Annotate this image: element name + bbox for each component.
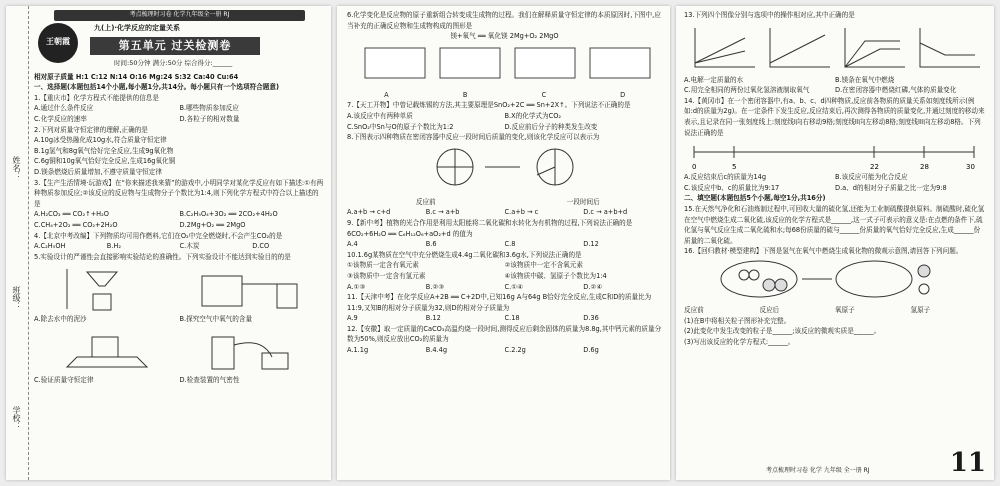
question-2: 2.下列对质量守恒定律的理解,正确的是 bbox=[34, 125, 148, 134]
label-after: 反应后 bbox=[759, 305, 780, 314]
after-label: 一段时间后 bbox=[566, 197, 600, 206]
name-label: 姓名： bbox=[12, 156, 21, 180]
tick-label: 5 bbox=[732, 163, 737, 172]
q9-equation: 6CO₂+6H₂O ══ C₆H₁₂O₆+aO₂+d 的值为 bbox=[347, 229, 473, 238]
tick-label: 30 bbox=[966, 163, 975, 172]
option: D.36 bbox=[583, 314, 599, 323]
q10-statements bbox=[347, 260, 662, 281]
q3-options bbox=[34, 209, 325, 230]
option: D bbox=[620, 90, 626, 99]
q16-labels bbox=[684, 305, 986, 316]
option: D.镁条燃烧后质量增加,不遵守质量守恒定律 bbox=[34, 167, 162, 176]
brand-logo: 王朝霞 bbox=[38, 23, 78, 63]
q14-options bbox=[684, 172, 986, 193]
q6-options bbox=[347, 90, 662, 101]
label-o: 氧原子 bbox=[835, 305, 855, 314]
q5-figures bbox=[34, 264, 325, 312]
option: A bbox=[384, 90, 389, 99]
q8-figure bbox=[347, 145, 662, 195]
question-15: 15.在天然气净化和石油炼制过程中,可回收大量的硫化氢,还能为工业制硫酸提供原料。制硫酸时,硫化氢在空气中燃烧生成二氧化硫,该反应的化学方程式是______,这一式子可表示的意义是:在点燃的条件下,硫化氢与氧气反应生成二氧化硫和水;每68份质量的硫与______份质量的氧气恰好完全反应,生成______份质量的二氧化硫。 bbox=[684, 204, 985, 245]
q8-pie-charts bbox=[415, 145, 595, 195]
option: B.②③ bbox=[425, 282, 445, 291]
unit-title: 第五单元 过关检测卷 bbox=[90, 37, 260, 55]
q8-fig-labels bbox=[347, 197, 662, 208]
option: C.8 bbox=[504, 240, 516, 249]
option: B.6 bbox=[425, 240, 437, 249]
label-h: 氢原子 bbox=[910, 305, 931, 314]
option: D.在密闭容器中燃烧红磷,气体的质量变化 bbox=[835, 86, 957, 95]
option: B.X的化学式为CO₂ bbox=[504, 111, 562, 120]
option: B.H₂ bbox=[106, 242, 121, 251]
label-before: 反应前 bbox=[684, 305, 704, 314]
q16-sub-1: (1)在B中将相关粒子图形补充完整。 bbox=[684, 316, 791, 325]
q5-options-cd bbox=[34, 375, 325, 386]
page-left bbox=[6, 6, 331, 480]
scale-line bbox=[684, 138, 984, 172]
option: A.除去水中的泥沙 bbox=[34, 315, 87, 324]
filtration-figure bbox=[47, 264, 167, 312]
mass-conservation-figure bbox=[47, 327, 167, 373]
before-label: 反应前 bbox=[415, 197, 436, 206]
class-label: 班级： bbox=[12, 286, 21, 310]
option: C.用完全相同的两份过氧化氢溶液制取氧气 bbox=[684, 86, 810, 95]
top-banner: 考点梳理时习卷 化学九年级全一册 RJ bbox=[54, 10, 305, 21]
option: D.2Mg+O₂ ══ 2MgO bbox=[179, 220, 246, 229]
option: B.c → a+b bbox=[425, 208, 460, 217]
option: C.a+b → c bbox=[504, 208, 539, 217]
option: C.木炭 bbox=[179, 242, 200, 251]
option: A.4 bbox=[347, 240, 358, 249]
q5-figures-2 bbox=[34, 327, 325, 373]
q10-options bbox=[347, 282, 662, 293]
option: B.哪些物质参加反应 bbox=[179, 104, 239, 113]
option: D.各粒子的相对数量 bbox=[179, 114, 240, 123]
option: C.6g铜和10g氧气恰好完全反应,生成16g氧化铜 bbox=[34, 157, 176, 166]
option: C.①④ bbox=[504, 282, 524, 291]
option: A.H₂CO₃ ══ CO₂↑+H₂O bbox=[34, 210, 109, 219]
statement: ②该物质中一定不含氧元素 bbox=[504, 261, 583, 270]
option: A.1.1g bbox=[347, 346, 369, 355]
option: B.12 bbox=[425, 314, 441, 323]
question-6: 6.化学变化是反应物的原子重新组合转变成生成物的过程。我们在解释质量守恒定律的本质原因时,下图中,应当补充的正确反应物和生成物构成的图形是 bbox=[347, 11, 661, 30]
school-label: 学校： bbox=[12, 406, 21, 430]
question-16: 16.【回归教材·模型建构】下图是氢气在氧气中燃烧生成氧化物的微观示意图,请回答下列问题。 bbox=[684, 247, 963, 256]
option: D.c → a+b+d bbox=[583, 208, 628, 217]
option: A.反应结束后c的质量为14g bbox=[684, 173, 767, 182]
question-9: 9.【新中考】植物的光合作用是利用太阳能将二氧化碳和水转化为有机物的过程,下列说法正确的是 bbox=[347, 218, 633, 227]
question-12: 12.【安徽】取一定质量的CaCO₃高温灼烧一段时间,测得反应后剩余固体的质量为8.8g,其中钙元素的质量分数为50%,则反应放出CO₂的质量为 bbox=[347, 324, 662, 344]
airtightness-figure bbox=[192, 327, 312, 373]
option: B.C₂H₅O₄+3O₂ ══ 2CO₂+4H₂O bbox=[179, 210, 278, 219]
option: A.9 bbox=[347, 314, 358, 323]
tick-label: 28 bbox=[920, 163, 929, 172]
q16-sub-3: (3)写出该反应的化学方程式:______。 bbox=[684, 337, 795, 346]
option: D.反应前后分子的种类发生改变 bbox=[504, 122, 598, 131]
option: B.探究空气中氧气的含量 bbox=[179, 315, 253, 324]
title-block bbox=[34, 23, 325, 69]
option: A.C₂H₅OH bbox=[34, 242, 66, 251]
q8-options bbox=[347, 207, 662, 218]
option: B.镁条在氧气中燃烧 bbox=[835, 75, 895, 84]
q5-options-ab bbox=[34, 314, 325, 325]
option: C.验证质量守恒定律 bbox=[34, 375, 94, 384]
q14-scale bbox=[684, 138, 986, 172]
oxygen-content-figure bbox=[192, 264, 312, 312]
q13-options bbox=[684, 75, 986, 96]
option: D.CO bbox=[252, 242, 270, 251]
question-10: 10.1.6g某物质在空气中充分燃烧生成4.4g二氧化碳和3.6g水,下列说法正确的是 bbox=[347, 250, 582, 259]
option: B.该反应可能为化合反应 bbox=[835, 173, 908, 182]
q6-figures bbox=[347, 44, 662, 88]
molecule-diagram bbox=[714, 259, 944, 303]
option: C bbox=[541, 90, 547, 99]
atomic-masses: 相对原子质量 H:1 C:12 N:14 O:16 Mg:24 S:32 Ca:40 Cu:64 bbox=[34, 72, 239, 81]
page-right bbox=[676, 6, 994, 480]
q12-options bbox=[347, 345, 662, 356]
q9-options bbox=[347, 239, 662, 250]
q1-options bbox=[34, 103, 325, 124]
option: A.a+b → c+d bbox=[347, 208, 391, 217]
question-11: 11.【天津中考】在化学反应A+2B ══ C+2D中,已知16g A与64g B恰好完全反应,生成C和D的质量比为11:9,又知B的相对分子质量为32,则D的相对分子质量为 bbox=[347, 293, 652, 312]
option: A.该反应中有两种单质 bbox=[347, 111, 413, 120]
page-footer: 考点梳理时习卷 化学 九年级 全一册 RJ bbox=[766, 467, 870, 474]
question-8: 8.下图表示四种物质在密闭容器中反应一段时间后质量的变化,则该化学反应可以表示为 bbox=[347, 133, 600, 142]
option: C.18 bbox=[504, 314, 520, 323]
q6-equation: 镁+氧气 ══ 氧化镁 2Mg+O₂ 2MgO bbox=[450, 32, 559, 41]
question-7: 7.【天工开物】中曾记载炼锡的方法,其主要原理是SnO₂+2C ══ Sn+2X↑。下列说法不正确的是 bbox=[347, 101, 631, 110]
option: C.CH₄+2O₂ ══ CO₂+2H₂O bbox=[34, 220, 118, 229]
option: D.检查装置的气密性 bbox=[179, 375, 240, 384]
q4-options bbox=[34, 241, 325, 252]
option: D.12 bbox=[583, 240, 599, 249]
statement: ①该物质一定含有氧元素 bbox=[347, 261, 419, 270]
section-2-title: 二、填空题(本题包括5个小题,每空1分,共16分) bbox=[684, 194, 826, 203]
option: A.电解一定质量的水 bbox=[684, 75, 744, 84]
q6-option-boxes bbox=[355, 44, 655, 88]
option: B.4.4g bbox=[425, 346, 448, 355]
section-1-title: 一、选择题(本题包括14个小题,每小题1分,共14分。每小题只有一个选项符合题意) bbox=[34, 83, 279, 92]
question-13: 13.下列四个图像分别与选项中的操作相对应,其中正确的是 bbox=[684, 11, 855, 19]
page-middle bbox=[337, 6, 670, 480]
option: A.①③ bbox=[347, 282, 366, 291]
tick-label: 22 bbox=[870, 163, 879, 172]
tick-label: 0 bbox=[692, 163, 697, 172]
option: A.通过什么条件反应 bbox=[34, 104, 94, 113]
statement: ③该物质中一定含有氢元素 bbox=[347, 271, 426, 280]
question-3: 3.【生产生活情境·玩游戏】在“你来描述我来猜”的游戏中,小明同学对某化学反应有如下描述:①有两种物质参加反应;②该反应的反应物与生成物分子个数比为1:4,则下列化学方程式中符合以上描述的是 bbox=[34, 178, 324, 208]
q13-graphs bbox=[684, 23, 986, 73]
option: C.2.2g bbox=[504, 346, 526, 355]
q11-options bbox=[347, 313, 662, 324]
q7-options bbox=[347, 111, 662, 132]
question-4: 4.【北京中考改编】下列物质均可用作燃料,它们在O₂中完全燃烧时,不会产生CO₂的是 bbox=[34, 231, 283, 240]
side-margin bbox=[6, 6, 29, 480]
statement: ④该物质中碳、氢原子个数比为1:4 bbox=[504, 271, 607, 280]
exam-meta: 时间:50分钟 满分:50分 综合得分:______ bbox=[114, 58, 233, 67]
option: B bbox=[462, 90, 468, 99]
chapter-subhead: 九(上)·化学反应的定量关系 bbox=[94, 23, 181, 32]
q16-sub-2: (2)此变化中发生改变的粒子是______;该反应的微观实质是______。 bbox=[684, 327, 881, 336]
option: D.②④ bbox=[583, 282, 603, 291]
option: D.a、d的相对分子质量之比一定为9:8 bbox=[835, 183, 947, 192]
option: C.化学反应的速率 bbox=[34, 114, 87, 123]
q16-figure bbox=[684, 259, 986, 303]
option: C.该反应中b、c的质量比为9:17 bbox=[684, 183, 780, 192]
option: C.SnO₂中Sn与O的原子个数比为1:2 bbox=[347, 122, 454, 131]
option: D.6g bbox=[583, 346, 599, 355]
option: B.1g氢气和8g氧气恰好完全反应,生成9g氧化物 bbox=[34, 146, 174, 155]
q13-graph-set bbox=[685, 23, 985, 73]
question-14: 14.【黄冈市】在一个密闭容器中,有a、b、c、d四种物质,反应前各物质的质量关系如刻度线所示(例如:d的质量为2g)。在一定条件下发生反应,反应结束后,再次测得各物质的质量变化,并通过刻度的移动来表示,且记录在同一张刻度线上:刻度线I向右移动9格;刻度线II向左移动8格;刻度线III向左移动8格。下列说法正确的是 bbox=[684, 96, 985, 137]
question-1: 1.【重庆市】化学方程式不能提供的信息是 bbox=[34, 93, 159, 102]
page-number: 11 bbox=[949, 448, 986, 478]
question-5: 5.实验设计的严谨性会直接影响实验结论的准确性。下列实验设计不能达到实验目的的是 bbox=[34, 252, 291, 261]
option: A.10g冰受热融化成10g水,符合质量守恒定律 bbox=[34, 136, 167, 145]
